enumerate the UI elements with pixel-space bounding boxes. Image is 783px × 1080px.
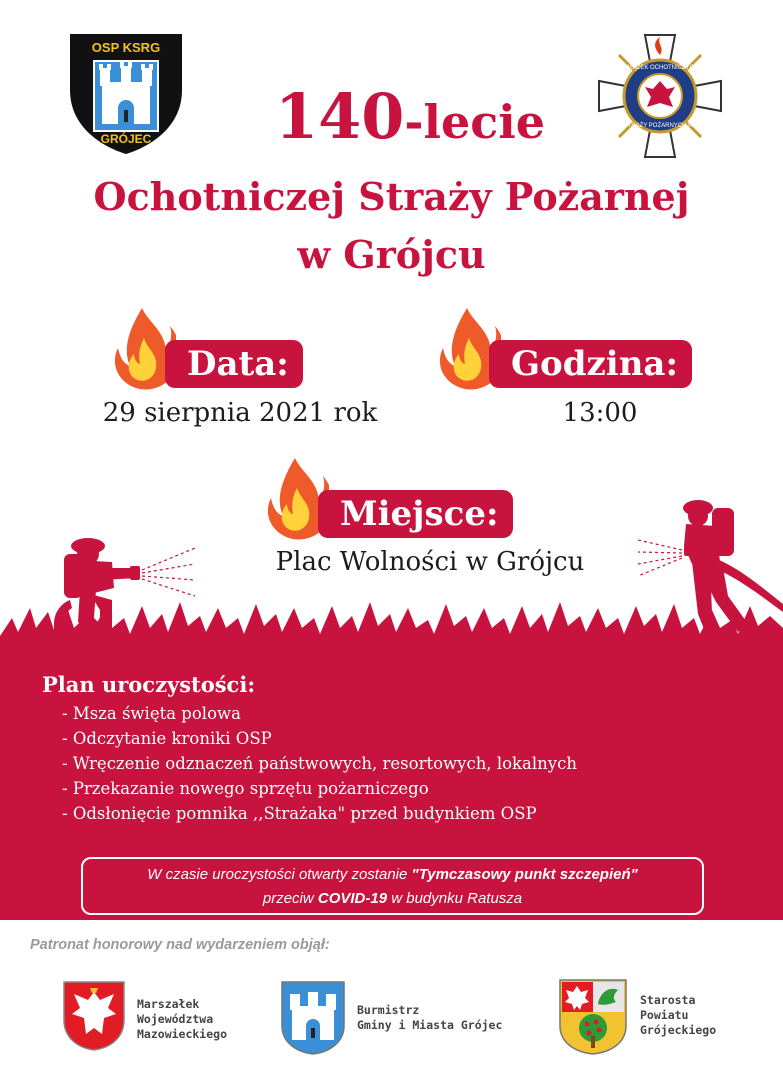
- sponsor-line: Grójeckiego: [640, 1023, 717, 1037]
- title-line-2: w Grójcu: [297, 232, 486, 277]
- grojec-crest-icon: [280, 980, 346, 1056]
- plan-item: - Msza święta polowa: [62, 704, 241, 723]
- anniversary-suffix: -lecie: [404, 95, 545, 149]
- powiat-grojecki-crest-icon: [558, 978, 628, 1056]
- logo-ring-top: ZWIĄZEK OCHOTNICZYCH: [621, 65, 699, 71]
- time-label: Godzina:: [489, 340, 692, 388]
- covid-text-bold1: "Tymczasowy punkt szczepień": [411, 866, 638, 883]
- sponsor-line: Gminy i Miasta Grójec: [357, 1018, 503, 1032]
- firefighter-right-icon: [636, 496, 783, 642]
- date-label: Data:: [165, 340, 303, 388]
- covid-notice: [81, 857, 704, 915]
- sponsor-marszalek: [137, 997, 227, 1042]
- zosp-rp-logo: [597, 33, 723, 159]
- anniversary-title: [220, 82, 600, 157]
- plan-item: - Odczytanie kroniki OSP: [62, 729, 272, 748]
- sponsor-line: Powiatu: [640, 1008, 689, 1022]
- plan-title: Plan uroczystości:: [42, 672, 256, 697]
- covid-text-mid: przeciw: [262, 890, 318, 907]
- sponsor-line: Starosta: [640, 993, 696, 1007]
- plan-item: - Odsłonięcie pomnika ,,Strażaka" przed budynkiem OSP: [62, 804, 537, 823]
- place-value: Plac Wolności w Grójcu: [275, 547, 585, 577]
- logo-text-bottom: GRÓJEC: [100, 132, 152, 146]
- sponsor-starosta: [640, 993, 716, 1038]
- plan-item: - Wręczenie odznaczeń państwowych, resortowych, lokalnych: [62, 754, 577, 773]
- plan-list: [62, 701, 577, 826]
- firefighter-left-icon: [30, 530, 200, 648]
- plan-item: - Przekazanie nowego sprzętu pożarniczego: [62, 779, 429, 798]
- covid-text-post: w budynku Ratusza: [387, 890, 523, 907]
- osp-ksrg-logo: [66, 28, 186, 156]
- covid-text-bold2: COVID-19: [317, 890, 388, 907]
- sponsor-line: Burmistrz: [357, 1003, 420, 1017]
- anniversary-number: 140: [274, 80, 405, 153]
- mazowieckie-crest-icon: [62, 980, 126, 1052]
- title-line-1: Ochotniczej Straży Pożarnej: [93, 174, 690, 219]
- sponsor-burmistrz: [357, 1003, 502, 1033]
- date-value: 29 sierpnia 2021 rok: [102, 398, 378, 428]
- patron-heading: Patronat honorowy nad wydarzeniem objął:: [30, 937, 330, 953]
- sponsor-line: Mazowieckiego: [137, 1027, 228, 1041]
- logo-text-top: OSP KSRG: [91, 40, 161, 55]
- sponsor-line: Marszałek: [137, 997, 200, 1011]
- place-label: Miejsce:: [318, 490, 513, 538]
- time-value: 13:00: [562, 398, 638, 428]
- logo-ring-bottom: STRAŻY POŻARNYCH RP: [623, 123, 697, 129]
- covid-text-pre: W czasie uroczystości otwarty zostanie: [147, 866, 412, 883]
- sponsor-line: Województwa: [137, 1012, 214, 1026]
